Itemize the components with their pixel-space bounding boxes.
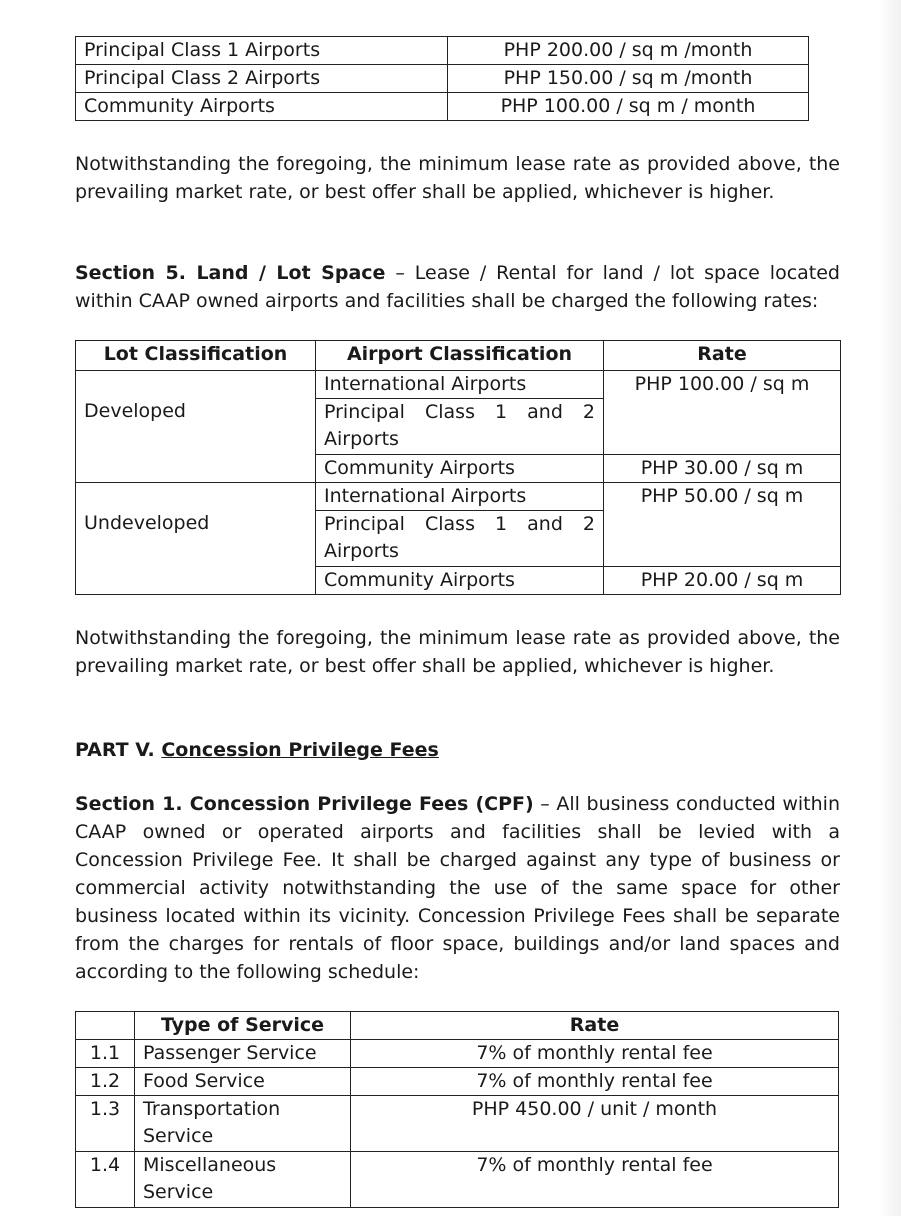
number-header bbox=[76, 1012, 135, 1040]
column-header: Airport Classification bbox=[316, 341, 604, 371]
table-header-row bbox=[76, 341, 841, 371]
airport-class-cell: Principal Class 2 Airports bbox=[76, 65, 448, 93]
airport-class-cell: Principal Class 1 and 2 Airports bbox=[316, 399, 604, 455]
lot-class-cell bbox=[76, 371, 316, 483]
airport-class-cell: Community Airports bbox=[76, 93, 448, 121]
rate-cell: 7% of monthly rental fee bbox=[351, 1068, 839, 1096]
row-number: 1.4 bbox=[76, 1152, 135, 1208]
section-5-heading: Section 5. Land / Lot Space bbox=[75, 262, 386, 284]
section-5-text: – Lease / Rental for land / lot space located within CAAP owned airports and facilities shall be charged the following rates: bbox=[75, 262, 840, 312]
column-header: Type of Service bbox=[135, 1012, 351, 1040]
concession-fee-table bbox=[75, 1011, 839, 1208]
table-row bbox=[76, 1068, 839, 1096]
rate-cell: PHP 450.00 / unit / month bbox=[351, 1096, 839, 1152]
note-paragraph: Notwithstanding the foregoing, the minimum lease rate as provided above, the prevailing market rate, or best offer shall be applied, whichever is higher. bbox=[75, 627, 840, 677]
part-5-title: Concession Privilege Fees bbox=[161, 739, 439, 761]
table-row bbox=[76, 65, 809, 93]
table-row bbox=[76, 371, 841, 399]
column-header: Lot Classification bbox=[76, 341, 316, 371]
table-row bbox=[76, 1096, 839, 1152]
airport-lease-rate-table bbox=[75, 36, 809, 121]
rate-cell: PHP 150.00 / sq m /month bbox=[448, 65, 809, 93]
part-5-heading bbox=[75, 736, 840, 764]
table-header-row bbox=[76, 1012, 839, 1040]
table-row bbox=[76, 483, 841, 511]
table-row bbox=[76, 93, 809, 121]
airport-class-cell: Principal Class 1 Airports bbox=[76, 37, 448, 65]
table-row bbox=[76, 37, 809, 65]
table-row bbox=[76, 1152, 839, 1208]
section-1-paragraph bbox=[75, 790, 840, 986]
lot-class-cell bbox=[76, 483, 316, 595]
section-5-paragraph bbox=[75, 259, 840, 315]
rate-cell: PHP 50.00 / sq m bbox=[604, 483, 841, 567]
note-paragraph: Notwithstanding the foregoing, the minimum lease rate as provided above, the prevailing market rate, or best offer shall be applied, whichever is higher. bbox=[75, 153, 840, 203]
service-cell: Transportation Service bbox=[135, 1096, 351, 1152]
airport-class-cell: International Airports bbox=[316, 371, 604, 399]
section-1-text: – All business conducted within CAAP owned or operated airports and facilities shall be levied with a Concession Privilege Fee. It shall be charged against any type of business or commercial activity notwithstanding the use of the same space for other business located within its vicinity. Concession Privilege Fees shall be separate from the charges for rentals of floor space, buildings and/or land spaces and according to the following schedule: bbox=[75, 793, 840, 983]
scan-edge-shadow bbox=[879, 0, 901, 1216]
part-5-prefix: PART V. bbox=[75, 739, 162, 761]
row-number: 1.1 bbox=[76, 1040, 135, 1068]
rate-cell: PHP 20.00 / sq m bbox=[604, 567, 841, 595]
rate-cell: PHP 100.00 / sq m bbox=[604, 371, 841, 455]
service-cell: Miscellaneous Service bbox=[135, 1152, 351, 1208]
row-number: 1.2 bbox=[76, 1068, 135, 1096]
lot-space-rate-table bbox=[75, 340, 841, 595]
rate-cell: PHP 200.00 / sq m /month bbox=[448, 37, 809, 65]
table-row bbox=[76, 1040, 839, 1068]
airport-class-cell: Community Airports bbox=[316, 567, 604, 595]
airport-class-cell: International Airports bbox=[316, 483, 604, 511]
rate-cell: 7% of monthly rental fee bbox=[351, 1040, 839, 1068]
column-header: Rate bbox=[604, 341, 841, 371]
rate-cell: PHP 100.00 / sq m / month bbox=[448, 93, 809, 121]
column-header: Rate bbox=[351, 1012, 839, 1040]
rate-cell: 7% of monthly rental fee bbox=[351, 1152, 839, 1208]
rate-cell: PHP 30.00 / sq m bbox=[604, 455, 841, 483]
airport-class-cell: Community Airports bbox=[316, 455, 604, 483]
service-cell: Food Service bbox=[135, 1068, 351, 1096]
service-cell: Passenger Service bbox=[135, 1040, 351, 1068]
section-1-heading: Section 1. Concession Privilege Fees (CPF) bbox=[75, 793, 534, 815]
row-number: 1.3 bbox=[76, 1096, 135, 1152]
lot-class-label: Undeveloped bbox=[84, 512, 210, 534]
airport-class-cell: Principal Class 1 and 2 Airports bbox=[316, 511, 604, 567]
lot-class-label: Developed bbox=[84, 400, 186, 422]
